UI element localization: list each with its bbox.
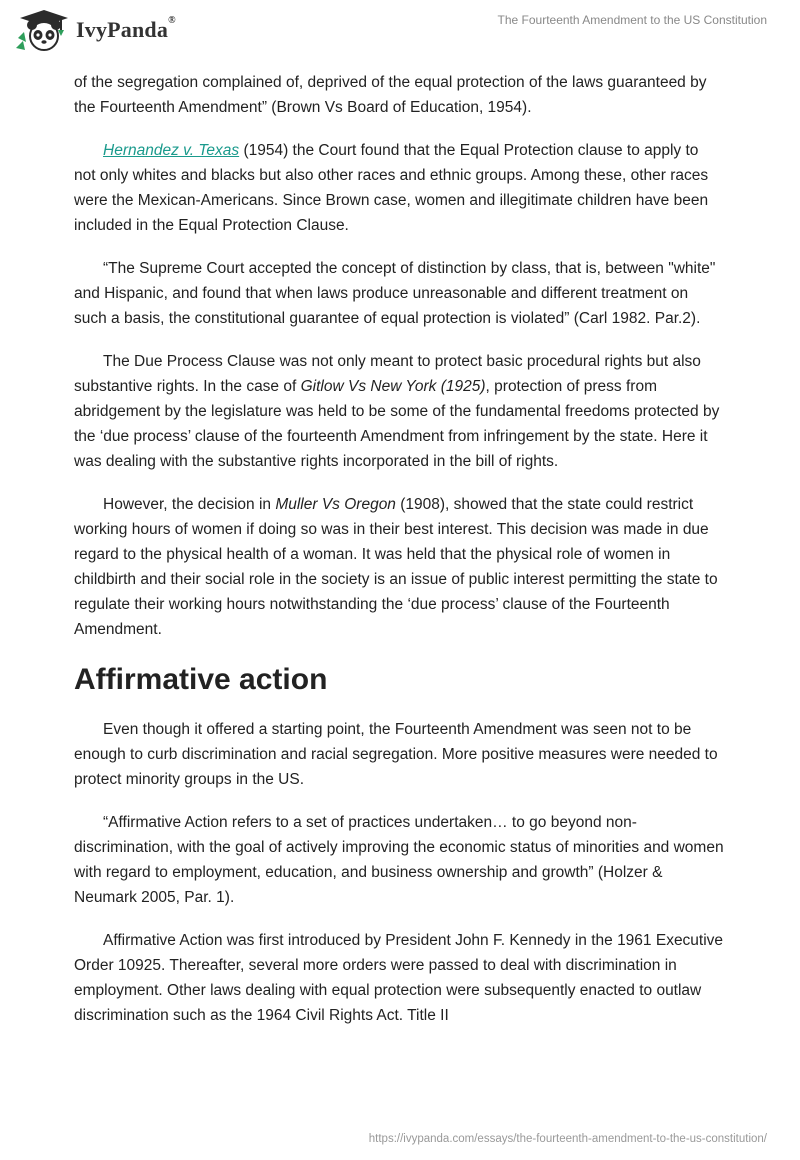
paragraph: Hernandez v. Texas (1954) the Court found that the Equal Protection clause to apply to not only whites and blacks but also other races and ethnic groups. Among these, other races were the Mexican-Americans. Since Brown case, women and illegitimate children have been included in the Equal Protection Clause. <box>74 142 709 234</box>
source-url[interactable]: https://ivypanda.com/essays/the-fourteenth-amendment-to-the-us-constitution/ <box>368 1133 767 1145</box>
paragraph: Even though it offered a starting point, the Fourteenth Amendment was seen not to be enough to curb discrimination and racial segregation. More positive measures were needed to protect minority groups in the US. <box>74 721 718 788</box>
paragraph: of the segregation complained of, deprived of the equal protection of the laws guaranteed by the Fourteenth Amendment” (Brown Vs Board of Education, 1954). <box>74 74 707 116</box>
reference-link[interactable]: Hernandez v. Texas <box>103 142 240 159</box>
logo[interactable] <box>14 8 176 52</box>
case-name: Gitlow Vs New York (1925) <box>300 378 486 395</box>
brand-name: IvyPanda® <box>76 15 176 42</box>
essay-content <box>74 70 724 1046</box>
case-name: Muller Vs Oregon <box>275 496 396 513</box>
paragraph: However, the decision in Muller Vs Oregon (1908), showed that the state could restrict working hours of women if doing so was in their best interest. This decision was made in due regard to the physical health of a woman. It was held that the physical role of women in childbirth and their social role in the society is an issue of public interest permitting the state to regulate their working hours notwithstanding the ‘due process’ clause of the Fourteenth Amendment. <box>74 496 718 638</box>
paragraph: “The Supreme Court accepted the concept of distinction by class, that is, between "white" and Hispanic, and found that when laws produce unreasonable and different treatment on such a basis, the constitutional guarantee of equal protection is violated” (Carl 1982. Par.2). <box>74 260 716 327</box>
page-header <box>0 0 800 70</box>
section-heading: Affirmative action <box>74 663 328 696</box>
paragraph: The Due Process Clause was not only meant to protect basic procedural rights but also substantive rights. In the case of Gitlow Vs New York (1925), protection of press from abridgement by the legislature was held to be some of the fundamental freedoms protected by the ‘due process’ clause of the fourteenth Amendment from infringement by the state. Here it was dealing with the substantive rights incorporated in the bill of rights. <box>74 353 720 470</box>
paragraph: “Affirmative Action refers to a set of practices undertaken… to go beyond non-discrimination, with the goal of actively improving the economic status of minorities and women with regard to employment, education, and business ownership and growth” (Holzer & Neumark 2005, Par. 1). <box>74 814 724 906</box>
panda-graduate-icon <box>14 8 70 52</box>
paragraph: Affirmative Action was first introduced by President John F. Kennedy in the 1961 Executive Order 10925. Thereafter, several more orders were passed to deal with discrimination in employment. Other laws dealing with equal protection were subsequently enacted to outlaw discrimination such as the 1964 Civil Rights Act. Title II <box>74 932 724 1024</box>
document-title: The Fourteenth Amendment to the US Constitution <box>497 13 767 27</box>
